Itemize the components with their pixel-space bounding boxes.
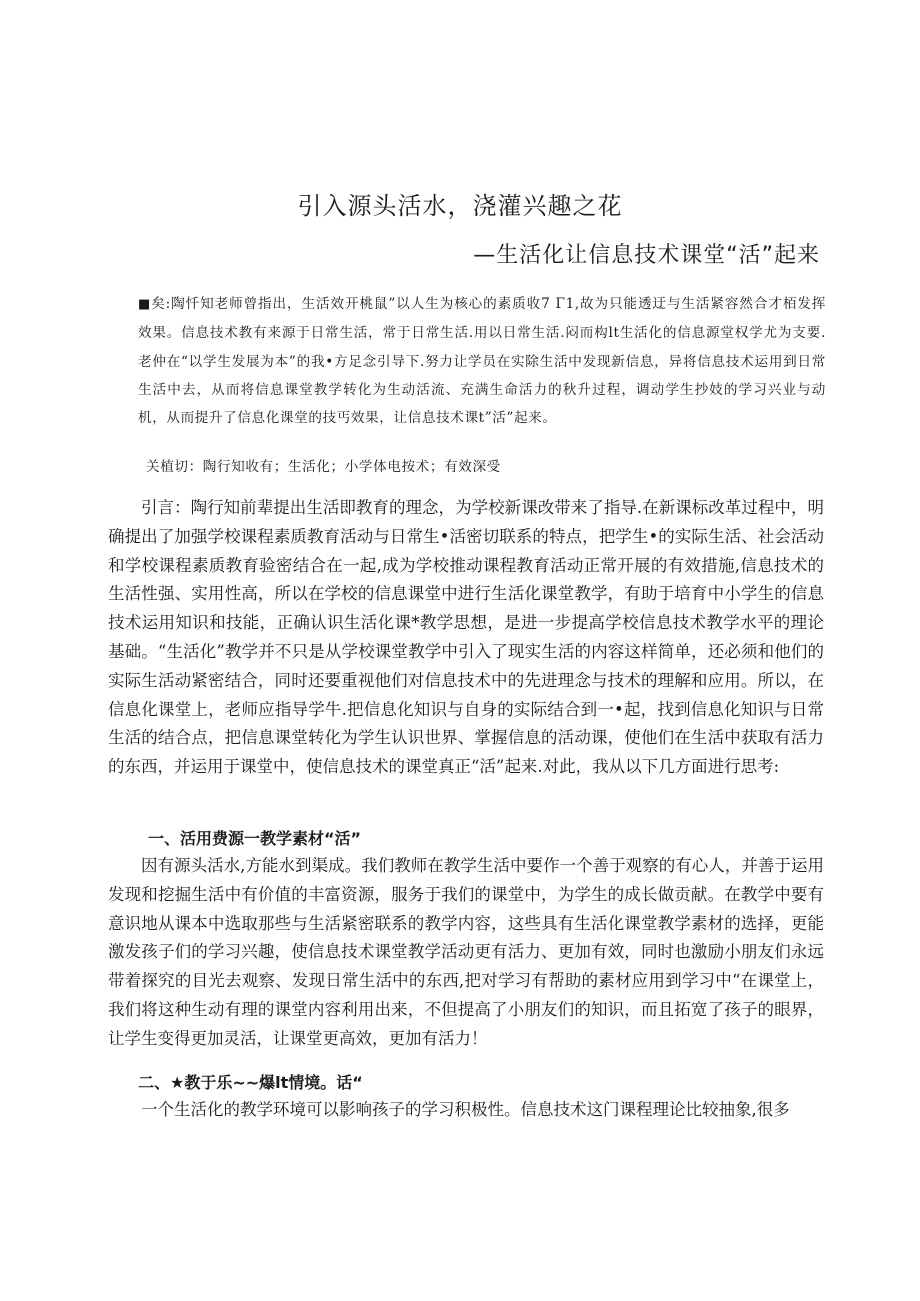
abstract [138, 290, 826, 432]
document-subtitle: —生活化让信息技术课堂“活”起来 [473, 243, 820, 268]
intro-section [108, 494, 824, 782]
section-2 [108, 1096, 824, 1125]
abstract-marker: ■ [138, 297, 152, 312]
abstract-text: 矣:陶忏知老师曾指出，生活效开桃鼠”以人生为核心的素质收7 Γ1,故为只能透迂与生活紧容然合才栢发挥效果。信息技术教有来源于日常生活，常于日常生活.用以日常生活.闷而构lt生活化的信息源堂权学尤为支要.老仲在“以学生发展为本”的我•方足念引导下.努力让学员在实除生活中发现新信息，异将信息技术运用到日常生活中去，从而将信息课堂教学转化为生动活流、充满生命活力的秋升过程，调动学生抄妓的学习兴业与动机，从而提升了信息化课堂的技丐效果，让信息技术课t”活”起来。 [138, 296, 826, 427]
keywords: 关植切：陶行知收有；生活化；小学体电按术；有效深受 [146, 459, 501, 475]
section-2-heading: 二、★教于乐~~爆lt情境。话“ [138, 1073, 363, 1092]
intro-paragraph: 引言：陶行知前辈提出生活即教育的理念，为学校新课改带来了指导.在新课标改革过程中，明确提出了加强学校课程素质教育活动与日常生•活密切联系的特点，把学生•的实际生活、社会活动和学校课程素质教育验密结合在一起,成为学校推动课程教育活动正常开展的有效措施,信息技术的生活性强、实用性高，所以在学校的信息课堂中进行生活化课堂教学，有助于培育中小学生的信息技术运用知识和技能，正确认识生活化课*教学思想，是进一步提高学校信息技术教学水平的理论基础。“生活化”教学并不只是从学校课堂教学中引入了现实生活的内容这样简单，还必须和他们的实际生活动紧密结合，同时还要重视他们对信息技术中的先进理念与技术的理解和应用。所以，在信息化课堂上，老师应指导学牛.把信息化知识与自身的实际结合到一•起，找到信息化知识与日常生活的结合点，把信息课堂转化为学生认识世界、掌握信息的活动课，使他们在生活中获取有活力的东西，并运用于课堂中，使信息技术的课堂真正“活”起来.对此，我从以下几方面进行思考: [108, 498, 824, 777]
section-1 [108, 852, 824, 1054]
section-1-heading: 一、活用费源一教学素材“活” [148, 829, 362, 848]
section-1-paragraph: 因有源头活水,方能水到渠成。我们教师在教学生活中要作一个善于观察的有心人，并善于运用发现和挖掘生活中有价值的丰富资源，服务于我们的课堂中，为学生的成长做贡献。在教学中要有意识地从课本中选取那些与生活紧密联系的教学内容，这些具有生活化课堂教学素材的选择，更能激发孩子们的学习兴趣，使信息技术课堂教学活动更有活力、更加有效，同时也激励小朋友们永远带着探究的目光去观察、发现日常生活中的东西,把对学习有帮助的素材应用到学习中“在课堂上，我们将这种生动有理的课堂内容利用出来，不但提高了小朋友们的知识，而且拓宽了孩子的眼界，让学生变得更加灵活，让课堂更高效，更加有活力！ [108, 856, 824, 1048]
document-title: 引入源头活水，浇灌兴趣之花 [297, 192, 623, 220]
section-2-paragraph: 一个生活化的教学环境可以影响孩子的学习积极性。信息技术这门课程理论比较抽象,很多 [141, 1100, 790, 1119]
